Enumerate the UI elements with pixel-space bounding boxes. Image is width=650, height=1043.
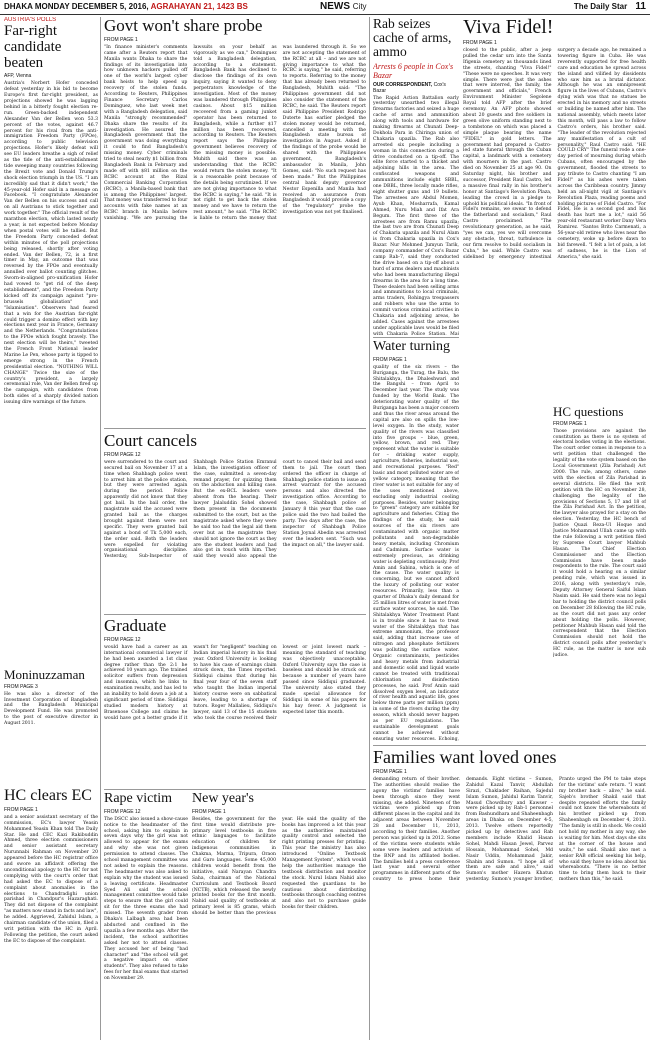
article-headline: Water turning (373, 340, 451, 354)
article-body: The DSCC also issued a show-cause notice to the headmaster of the school, asking him to explain in seven days why the girl was not allowed to appear for the exams and why she was not given permission to attend classes. The school management committee was not asked to explain the reasons. The headmaster was also asked to explain why the student was issued a leaving certificate. Headmaster Syed Ali said the school management committee would take steps to ensure that the girl could sit for the three exams she had missed. The seventh grader from Dhaka's Lalbagh area had been abducted and confined in the upazila a few months ago. After the incident, the school authorities asked her not to attend classes. They accused her of being "bad character" and "the school will get a negative impact on other students". They also refused to take fees for her final exams that started on November 29. (104, 816, 188, 982)
article-body: "In finance minister's comments came after a Reuters report that Manila wants Dhaka to share the findings of its investigation into how unknown hackers pulled off one of the world's largest cyber bank heists to help speed up recovery of the stolen funds. According to Reuters, Philippines Finance Secretary Carlos Dominguez, who last week met with a Bangladesh delegation, said Manila "strongly recommended" Dhaka share the results of its investigation. He assured the Bangladesh government that the government was doing everything it could to find Bangladesh's missing money. Cyber criminals tried to steal nearly $1 billion from Bangladesh Bank in February and made off with $81 million on the RCBC account at the Rizal Commercial Banking Corporation (RCBC), a Manila-based bank that is among the Philippines' largest. That money was transferred to four accounts with fake names at an RCBC branch in Manila before vanishing. "We are pursuing the lawsuits on your behalf as vigorously as we can," Dominguez told a Bangladesh delegation, according to a statement. Bangladesh Bank has declined to disclose the findings of its own inquiry, saying it wanted to deny perpetrators knowledge of the investigation. Most of the money was laundered through Philippines casinos. About $15 million recovered from a gaming junket operator has been returned to Bangladesh, while a further $17 million has been recovered, according to Reuters. The Reuters report says the Philippine government believes recovery of the missing money is possible. Muhith said there was an understanding that the RCBC would return the stolen money. "It is a reasonable point because of the details being scrutinized. If we are not giving importance to what the RCBC is saying," he said. "It is not right to get back the stolen money and we have to return the rest amount," he said. "The RCBC is liable to return the money that was laundered through it. So we are not accepting the statement of the RCBC at all – and we are not giving importance to what the RCBC is saying," he said, referring to reports. Referring to the money that has already been returned to Bangladesh, Muhith said: "The Philippines government did not also consider the statement of the RCBC, he said. The Reuters report said Philippine President Rodrigo Duterte has earlier pledged the stolen money would be returned, cancelled a meeting with the Bangladesh state bureau of investigation in August. Asked if the findings of the probe would be shared with the Philippines government, Bangladesh's ambassador in Manila, John Gomes, said: "No such request has been made." But the Philippines central bank deputy governor Nestor Espenilla and Manila had received an assurance from Bangladesh it would provide a copy of the "regulatory" probe the investigation was not yet finalised. (104, 44, 366, 222)
article-byline: FROM PAGE 1 (463, 40, 497, 46)
article-body: quality of the six rivers – the Buriganga, the Turag, the Balu, the Shitalakhya, the Dhaleshwari and the Bangshi – from April to December last year. The study was funded by the World Bank. The deteriorating water quality of the Buriganga has been a major concern and thus the river areas around the capital are also on spills the low-level oxygen. In the study, water quality of the rivers was classified into five groups – blue, green, yellow, brown, and red. They represent what the water is suitable for – drinking water supply, agriculture, fisheries, industrial use, and recreational purposes. "Red" basic and most polluted water are of yellow category, meaning that the river water is not suitable for any of the uses mentioned above, excluding only industrial cooling purposes. Besides, water belonging to "green" category are suitable for agriculture and fisheries. Citing the findings of the study, he said sources of the six rivers are contaminated with organic matter pollutants and non-degradable heavy metals, including Chromium and Cadmium. Surface water is extremely precious, as drinking water is depleting continuously. Prof Amin and Sabina, which is one of the cause. The water quality is concerning, but we cannot afford the luxury of polluting our water resources. Primarily, less than a quarter of Dhaka's daily demand for 25 million litres of water is met from surface water sources, he said. The Shitalakhya Water Treatment Plant is in trouble since it has to treat water of the Shitalakhya that has extreme ammonium, the professor said, adding that increase use of nitrogen and phosphate fertilizers was polluting the surface water. Organic contaminants, pesticides and heavy metals from industrial and domestic solid and liquid waste cannot be treated with traditional chlorination and disinfection processes, he said. Prof Amin said dissolved oxygen level, an indicator of river health and aquatic life, goes below three parts per million (ppm) in some of the rivers during the dry season, which should never happen as per EU regulations. The sustainable development goals cannot be achieved without ensuring water resources. Echoing, (373, 364, 459, 742)
article-headline: Govt won't share probe (104, 17, 263, 35)
article-subhead: Arrests 6 people in Cox's Bazar (373, 61, 454, 80)
page-number: 11 (635, 1, 646, 12)
column-divider (100, 17, 101, 1040)
article-byline: FROM PAGE 3 (4, 683, 38, 690)
article-court-cancels (104, 432, 366, 612)
article-headline: New year's (192, 792, 254, 806)
article-body: were surrendered to the court and secured bail on November 17 at a time when Shahbagh police went to arrest him at the police station, but they were arrested again during the period. Police apparently did not know that they got bail. In the bail order, the magistrate said the accused were granted bail as the charges brought against them were not specific. They were granted bail against a bond of Tk 5,000 each, the order said. Both the leaders were expelled for violating organisational discipline. Yesterday, Sub-Inspector of Shahbagh Police Station Emranul Islam, the investigation officer of the case, submitted a seven-day remand prayer, for quizzing them on the abduction and killing case. But the ex-BCL leaders were absent from the hearing. Their lawyer Jalaluddin Sohel showed them present in the documents submitted to the court, but as the magistrate asked where they were he said too had the legal aid them over but as the magistrate they should not ignore the court as they are the student leaders and had also got in touch with him. They said they would also appeal the court to cancel their bail and send them to jail. The court then ordered the officer in charge of Shahbagh police station to issue an arrest warrant for the accused persons and also directed the investigation office. According to the case, Shahbagh police of January 8 this year that the case police said the two had bailed the party. Two days after the case, the inspector of Shahbagh Police Station Joynal Abedin was arrested over the leaders sent. "Such was the impact on all," the lawyer said. (104, 459, 366, 560)
header-bangla-date: AGRAHAYAN 21, 1423 BS (150, 2, 248, 11)
section-subname: City (352, 2, 367, 11)
page-header (0, 0, 650, 15)
article-byline: FROM PAGE 1 (104, 36, 138, 43)
article-divider (373, 745, 646, 746)
article-headline: HC questions (553, 405, 624, 419)
article-body: and a senior assistant secretary of the commission, EC's lawyer Yeasin Mohammed Yeasin Khan told The Daily Star. He and CEC Kazi Rakibuddin Ahmed, three election commissioners and senior assistant secretary Nurunnabi Rahman on November 20 appeared before the HC registrar office and swore an affidavit offering the unconditional apology to the HC for not complying with the court's order that had asked the EC to dispose of a complaint about anomalies in the elections to Chandradighi union parishad in Chandpur's Hazaraghati. They did not dispose of the complaint "as matters now stand in facts and law", he added. Aggrieved, Zahidul Islam, a chairman candidate of the union, filed a writ petition with the HC in April. Following the petition, the court asked the EC to dispose of the complaint. (4, 814, 98, 944)
article-headline: Moninuzzaman (4, 668, 85, 682)
section-name: NEWS (320, 1, 350, 12)
article-body: demanding return of their brother. The authorities should realise the agony the victims' families have been through since they went missing, she added. Nineteen of the victims were picked up from different places in the capital and its adjacent areas between November 28 and December 11, 2013, according to their families. Another person was picked up in 2012. Some of the victims were students while some were leaders and activists of the BNP and its affiliated bodies. The families held a press conference last year and several other programmes in different parts of the country to press home their demands. Eight victims – Sumon, Zahidul Kazal Tanvir, Abdullah Sirazi, Chaklader Raihan, Sajedul Islam Sumon, Jahidul Karim Tanvir, Masud Chowdhury and Kawser – were picked up by Rab-1 personnel from Bashundhara and Shaheenbagh areas in Dhaka on December 4-5, 2013. Twelve others reportedly picked up by detectives and Rab members include Khalid Hasan Sohel, Mahdi Hasan Jewel, Parvez Hossain, Mohammad Sohel, Md Nasir Uddin, Mohammad Jakir, Shahin and Sumon. "I hope all of them are safe and alive," said Sumon's mother Hazera Khatun yesterday. Sumon's younger brother, Pranto urged the PM to take steps for the victims' safe return. "I want my brother back – alive," he said. Sajeb's brother Shakil said that despite repeated efforts the family could not know the whereabouts of his brother picked up from Shaheenbagh on December 4, 2013. "The family is still in shock. We could not hold my mother in any way, she is waiting for him. Most days she sits at the corner of the house and waits," he said. Shakil also met a senior RAB official seeking his help, who said they have no idea about his whereabouts. "There is no better time to bring them back to their mothers than this," he said. (373, 776, 646, 883)
header-date: MONDAY DECEMBER 5, 2016, (34, 2, 149, 11)
header-paper-location: DHAKA (4, 2, 33, 11)
byline-place: Cox's Bazar (373, 81, 446, 94)
article-new-year (192, 792, 366, 1040)
article-rab-seizes (373, 17, 459, 335)
article-byline: AFP, Vienna (4, 73, 32, 80)
article-byline: FROM PAGE 1 (373, 768, 407, 775)
article-headline: Rab seizes cache of arms, ammo (373, 17, 452, 60)
article-body: closed to the public, after a jeep pulled the cedar urn into the Santa Ifigenia cemetery as thousands lined the streets, chanting "Viva Fidel!" "These were no speeches. It was very simple. There were just the ashes that were interred, the family, the government and officials," French Environment Minister Segolene Royal told AFP after the brief ceremony. An AFP photo showed about 20 guests and five soldiers in green olive uniform standing next to a tombstone on which was placed a simple plaque bearing the name "FIDEL" in gold letters. The government had prepared a Castro-led state funeral through the Cuban capital, a landmark with a cemetery with mourners in the past. Castro died on November 25 at age 90. On Saturday night, his brother and successor, President Raul Castro, led a massive final rally in his brother's honor at Santiago's Revolution Plaza, leading the crowd in a pledge to uphold his political ideals. "In front of Fidel's remains, we swear to defend the fatherland and socialism," Raul Castro proclaimed. "The revolutionary generation, as he said, "yes we can, yes we will overcome any obstacle, threat, turbulence in our firm resolve to build socialism in Cuba," he said. While Castro was sidelined by emergency intestinal surgery a decade ago, he remained a towering figure in Cuba. He was reverently supported for free health care and education he spread across the island and vilified by dissidents who saw him as a brutal dictator. Although he was an omnipresent figure in the lives of Cubans, Castro's dying wish was that no statues be erected in his memory and no streets or building be named after him. The national assembly, which meets later this month, will pass a law to follow Castro's orders, his brother said. "The leader of the revolution rejected any manifestation of a cult of personality," Raul Castro said. "HE COULD CRY" The funeral rode a one-day period of mourning during which Cubans, often encouraged by the government, flooded the streets to pay tribute to Castro chanting "I am Fidel!" as his ashes were taken across the Caribbean country. Jimmy held an all-night vigil at Santiago's Revolution Plaza, reading poems and holding pictures of Fidel Castro. "For Fidel, He is a second god and his death has hurt me a lot," said 56 year-old restaurant worker Dany Vera Ramirez. "Santos Brito Carmenati, a 56-year-old retiree who lives near the cemetery, woke up before dawn to bid farewell. "I felt a lot of pain, a lot of sadness, he is the Lion of America," she said. (463, 48, 646, 260)
article-byline: FROM PAGE 1 (192, 808, 226, 815)
masthead-name: The Daily Star (573, 2, 628, 11)
article-byline: FROM PAGE 1 (4, 806, 38, 813)
article-headline: HC clears EC (4, 788, 92, 804)
article-divider (104, 614, 366, 615)
column-divider (369, 17, 370, 1040)
article-rape-victim (104, 792, 188, 1040)
article-austria (4, 17, 98, 664)
article-byline: FROM PAGE 1 (553, 420, 587, 427)
article-byline: FROM PAGE 12 (104, 636, 141, 643)
article-headline: Viva Fidel! (463, 17, 554, 38)
article-govt-probe (104, 17, 366, 425)
article-byline: FROM PAGE 1 (373, 356, 407, 363)
article-hc-questions (553, 405, 646, 742)
article-headline: Families want loved ones (373, 748, 557, 767)
article-moninuzzaman (4, 668, 98, 788)
article-body: would have had a career as an international commercial lawyer if he had been awarded a 1st class degree rather than the 2:1 he achieved 10 years ago. The trained solicitor suffers from depression and insomnia, which he links to examination results, and has led to an inability to hold down a job at a significant period of time. Siddiqui studied modern history at Brasenose College and claims he would have got a better grade if it wasn't for "negligent" teaching on Indian imperial history in his final year. Oxford University is looking to have his case of earnings claim struck down, the Times reported. Siddiqui claims that during his final year four of the seven staff who taught the Indian imperial history course were on sabbatical leave, leading to a shortage of tutors. Roger Mallalieu, Siddiqui's lawyer, said 13 of the 15 students who took the course received their lowest or joint lowest mark – meaning the standard of teaching was objectively unacceptable. Oxford University says the case is baseless and should be struck out because a number of years have passed since Siddiqui graduated. The university also stated they made special allowance for Siddiqui in some of his papers for his hay fever. A judgment is expected later this month. (104, 644, 366, 721)
article-hc-clears-ec (4, 788, 98, 1040)
article-families (373, 748, 646, 1040)
article-headline: Court cancels (104, 432, 197, 450)
article-divider (104, 789, 366, 790)
article-headline: Rape victim (104, 792, 173, 806)
article-headline: Far-right candidate beaten (4, 23, 62, 71)
article-body: He was also a director of the Investment Corporation of Bangladesh and the Bangladesh Municipal Development Fund. He was promoted to the post of executive director in August 2011. (4, 691, 98, 727)
article-divider (373, 337, 459, 338)
article-water-turning (373, 340, 459, 742)
article-body: Austria's Norbert Hofer conceded defeat yesterday in his bid to become Europe's first far-right president, as projections showed he was lagging behind in a bitterly fought election re-run. Green-backed independent Alexander Van der Bellen won 53.3 percent of the votes, against 46.7 percent for his rival from the anti-immigration Freedom Party (FPOe), according to public television projections. Hofer's likely defeat will see EU leaders breathe a sigh of relief as the tide of the anti-establishment tide sweeping many countries following the Brexit vote and Donald Trump's shock election triumph in the US. "I am incredibly sad that it didn't work," the 45-year-old Hofer said in a message on Facebook. "I congratulate Alexander Van der Bellen on his success and call on all Austrians to stick together and work together." The official result of the marathon election, which lasted nearly a year, is not expected before Monday when postal votes will be tallied. But the Freedom Party conceded defeat within minutes of the poll projections being released, shortly after voting ended. Van der Bellen, 72, is a first timer in May, an outcome that was reversed by the FPOe and eventually annulled over ballot counting glitches. Sworn-in-aligned pro-unification Hofer had vowed to "get rid of the deep establishment", and the Freedom Party kicked off its campaign against "pro-brussels globalisation" and "Islamisation". Observers had feared that a win for the Austrian far-right could trigger a domino effect with key elections next year in France, Germany and the Netherlands. "Congratulations to the FPOe which fought bravely. The next election will be theirs," tweeted the French Front National leader Marine Le Pen, whose party is tipped to emerge strong in the French presidential election. "NOTHING WILL CHANGE" Twice the size of the country's president, a largely ceremonial role, Van der Bellen fired up the campaign, with candidates from both sides of a sharply divided nation issuing dire warnings of the future. (4, 81, 98, 406)
article-body: Those provisions are against the constitution as there is no system of electoral bodies voting in the elections. The court order comes in response to a writ petition that challenged the legality of the vote system based on the Local Government (Zila Parishad) Act 2000. The rule, among others, came with the election of Zila Parishad in several districts. He filed the writ petition with the HC on November 28, challenging the legality of the provisions of Sections 5, 17 and 18 of the Zila Parishad Act. In the petition, the lawyer also prayed for a stay on the election. Yesterday, the HC bench of Justice Quazi Reza-Ul Hoque and Justice Mohammad Ullah came up with the rule following a writ petition filed by Supreme Court lawyer Mahbub Hasan. The Chief Election Commissioner and the Election Commission have been made respondents to the rule. The court said it would hold a hearing on a similar pending rule, which was issued in 2016, along with yesterday's rule, Deputy Attorney General Saiful Islam Nasim said. He said there was no legal bar to holding the district council polls on December 28 following the HC rule, as the court did not pass any order about holding the polls. However, petitioner Mahbub Hasan said told the correspondent that the Election Commission should not hold the district council polls after yesterday's HC rule, as the matter is now sub judice. (553, 428, 646, 659)
article-byline: FROM PAGE 12 (104, 451, 141, 458)
article-graduate (104, 617, 366, 787)
article-kicker: AUSTRIA'S POLLS (4, 17, 57, 23)
article-body: Besides, the government for the first time would distribute pre-primary level textbooks in five ethnic languages to facilitate education of children for indigenous communities in Chakma, Marma, Tripura, Oraon and Garo languages. Some 45,000 children would benefit from the initiative, said Narayan Chandra Saha, chairman of the National Curriculum and Textbook Board (NCTB), which released the newly printed books for the first month. Nahid said quality of textbooks at primary level is 85 grams, which should be better than the previous year. He said the quality of the books has improved a lot this year as the authorities maintained quality control and selected the right printing presses for printing. This year the ministry has also introduced "Online Textbook Management System", which would help the authorities manage the textbook distribution and monitor the stock. Nurul Islam Nahid also requested the guardians to be cautious about distributing textbooks through coaching centres and also not to purchase guide books for their children. (192, 816, 366, 917)
article-headline: Graduate (104, 617, 167, 635)
article-body: The Rapid Action Battalion early yesterday unearthed two illegal firearms factories and seized a huge cache of arms and ammunition along with tools and hardware for making firearms at Chunati Deep-Dokhola Para in Chiringa union of Chakaria upazila. The Rab also arrested six people including a woman in this connection during a drive conducted on a tip-off. The elite force started to a thicket and adjoining hills in the area. The confiscated weapons and ammunitions include eight SBBL, one DBBL, three locally made rifles, eight shutter guns and 19 bullets. The arrestees are Abdul Momen, Ayub Khan, Mosharrafa, Kamal Ahmed, Nuru Miah and Ifat Ara Begum. The first three of the arrestees are from Ramu upazila; the last two are from Chunati Deep of Chakaria upazila and Nurul Alam is from Chakaria upazila in Cox's Bazar. Nur Mohmed Jumyun Tarik, company commander of Cox's Bazar camp Rab-7, said they conducted the drive based on a tip-off about a hurd of arms dealers and machinists who had been manufacturing illegal firearms in the area for a long time. These dealers had been selling arms and ammunitions to local criminals, arms traders, Rohingya trespassers and robbers who use the arms to commit various criminal activities in Chakaria and adjoining areas, he added. Cases against the arrestees under applicable laws would be filed with Chakaria Police Station, Maj (373, 95, 459, 335)
article-divider (104, 428, 366, 429)
byline-source: OUR CORRESPONDENT, (373, 81, 433, 88)
article-byline: FROM PAGE 12 (104, 808, 141, 815)
